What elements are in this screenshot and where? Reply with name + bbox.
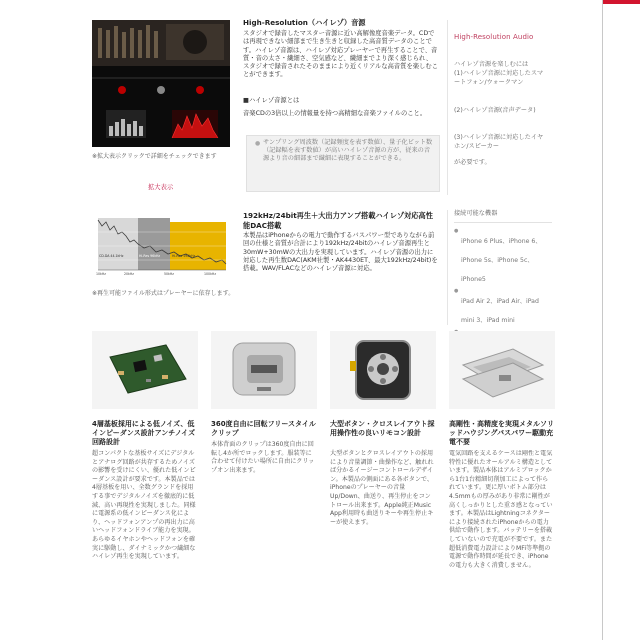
feature-1-text: 超コンパクトな基板サイズにデジタルとアナログ回路が共存するためノイズの影響を受けにくい、優れた低インピーダンス設計が要求です。本製品では4層基板を用い、全数グランドを採用する事でデジタルノイズを徹底的に低減、高い再現性を実現しました。同様に電源系の低インピーダンス化により、ヘッドフォンアンプの再出力に高いヘッドフォンドライブ能力を実現。あらゆるイヤホンやヘッドフォンを確実に駆動し、ダイナミックかつ繊細なハイレゾ再生を実現しています。 [92,450,196,561]
hires-title: High-Resolution（ハイレゾ）音源 [243,18,366,27]
side-title: High-Resolution Audio [454,33,534,41]
feature-image-pcb [92,331,198,409]
compat-title: 接続可能な機器 [454,210,498,217]
compat-divider [447,210,448,325]
dac-body: 本製品はiPhoneからの電力で動作するバスパワー型でありながら前回の仕様と音質が合計により192kHz/24bitのハイレゾ音源再生と30mW+30mWの大出力を実現しています。ハイレゾ音源の出力に対応した再生数DAC(AKM社製・AK4430ET、最大192kHz/24bit)を搭載。WAV/FLACなどのハイレゾ音源に対応。 [243,232,438,273]
enlarge-caption: ※拡大表示クリックで詳細をチェックできます [92,153,217,160]
side-heading: ハイレゾ音源を楽しむには [454,61,529,68]
hires-note-box [246,135,440,192]
housing-illustration [449,331,555,409]
feature-1-title: 4層基板採用による低ノイズ、低インピーダンス設計アンチノイズ回路設計 [92,420,196,446]
feature-image-housing [449,331,555,409]
pcb-illustration [92,331,198,409]
bullet-icon: ● [454,288,459,294]
side-item-3: (3)ハイレゾ音源に対応したイヤホン/スピーカー [454,134,544,150]
axis-label-10k: 10kHz [96,272,106,276]
feature-2-text: 本体背面のクリップは360度自由に回転し4か所でロックします。服装等に合わせて付けたい場所に自由にクリップオン出来ます。 [211,441,315,474]
hires-body: スタジオで録音したマスター音源に近い高解像度音楽データ。CDでは再現できない細部まで生き生きと収録した高音質データのことです。ハイレゾ音源は、ハイレゾ対応プレーヤーで再生することで、音質・音の太さ・繊細さ、空気感など、繊細までより深く感じられ、スタジオで録音されたそのままにより近くリアルな高音質を楽しむことができます。 [243,30,438,79]
axis-label-50k: 50kHz [164,272,174,276]
top-bar [0,0,640,10]
compat-item [454,228,554,285]
axis-label-100k: 100kHz [204,272,216,276]
side-tail: が必要です。 [454,159,491,166]
side-divider [447,20,448,195]
chart-label-192: Hi-Res 192kHz [172,254,196,258]
clip-illustration [211,331,317,409]
compat-item-text: iPhone 6 Plus、iPhone 6、iPhone 5s、iPhone 5c、iPhone5 [461,238,542,283]
axis-label-20k: 20kHz [124,272,134,276]
side-item-1: (1)ハイレゾ音源に対応したスマートフォン/ウォークマン [454,70,544,86]
remote-illustration [330,331,436,409]
chart-label-96: Hi-Res 96kHz [139,254,161,258]
side-item-2: (2)ハイレゾ音源(音声データ) [454,107,536,114]
enlarge-link[interactable]: 拡大表示 [148,184,174,191]
feature-image-clip [211,331,317,409]
feature-4-title: 高剛性・高精度を実現メタルソリッドハウジングバスパワー駆動充電不要 [449,420,554,446]
compat-list [454,228,554,348]
bullet-icon: ● [255,140,261,147]
hires-illustration [92,20,230,147]
hires-note-text: サンプリング周波数（記録頻度を表す数値）、量子化ビット数（記録幅を表す数値）が高いハイレゾ音源の方が、従来の音源より音の細部まで繊細に表現することができる。 [263,139,433,163]
compat-rule [454,222,552,223]
hires-subtitle: ■ハイレゾ音源とは [243,97,300,104]
hires-subbody: 音楽CDの3倍以上の情報量を持つ高精細な音楽ファイルのこと。 [243,110,427,117]
compat-item [454,288,554,326]
accent-strip [603,0,640,4]
feature-2-title: 360度自由に回転フリースタイルクリップ [211,420,316,437]
feature-3-text: 大型ボタンとクロスレイアウトの採用により音量調節・曲操作など、触れれば分かるイージーコントロールデザイン。本製品の側面にある各ボタンで、iPhoneのプレーヤーの音量Up/Down、曲送り、再生停止をコントロール出来ます。Apple純正Music App利用時も曲送りキーや再生停止キーが使えます。 [330,450,434,526]
chart-label-cd: CD-DA 44.1kHz [99,254,124,258]
hires-image[interactable] [92,20,230,147]
spectrum-image [92,212,232,284]
feature-3-title: 大型ボタン・クロスレイアウト採用操作性の良いリモコン設計 [330,420,435,437]
feature-image-remote [330,331,436,409]
compat-item-text: iPad Air 2、iPad Air、iPad mini 3、iPad mini [461,298,539,324]
bullet-icon: ● [454,228,459,234]
dac-title: 192kHz/24bit再生＋大出力アンプ搭載ハイレゾ対応高性能DAC搭載 [243,211,433,230]
dac-caption: ※再生可能ファイル形式はプレーヤーに依存します。 [92,290,235,297]
page-edge [602,0,603,640]
feature-4-text: 電気回路を支えるケースは剛性と電気特性に優れたオールアルミ構造としています。製品本体はアルミブロックから1台1台精細切削加工によって作られています。更に厚いボトム部分は4.5mmもの厚みがあり非常に剛性が高くしっかりとした重さ感となっています。本製品はLightningコネクターにより接続されたiPhoneからの電力供給で動作します。バッテリーを搭載していないので充電が不要です。また超低消費電力設計によりMFi等準拠の電源で動作時間が延長でき、iPhoneの電力も大きく消費しません。 [449,450,553,569]
